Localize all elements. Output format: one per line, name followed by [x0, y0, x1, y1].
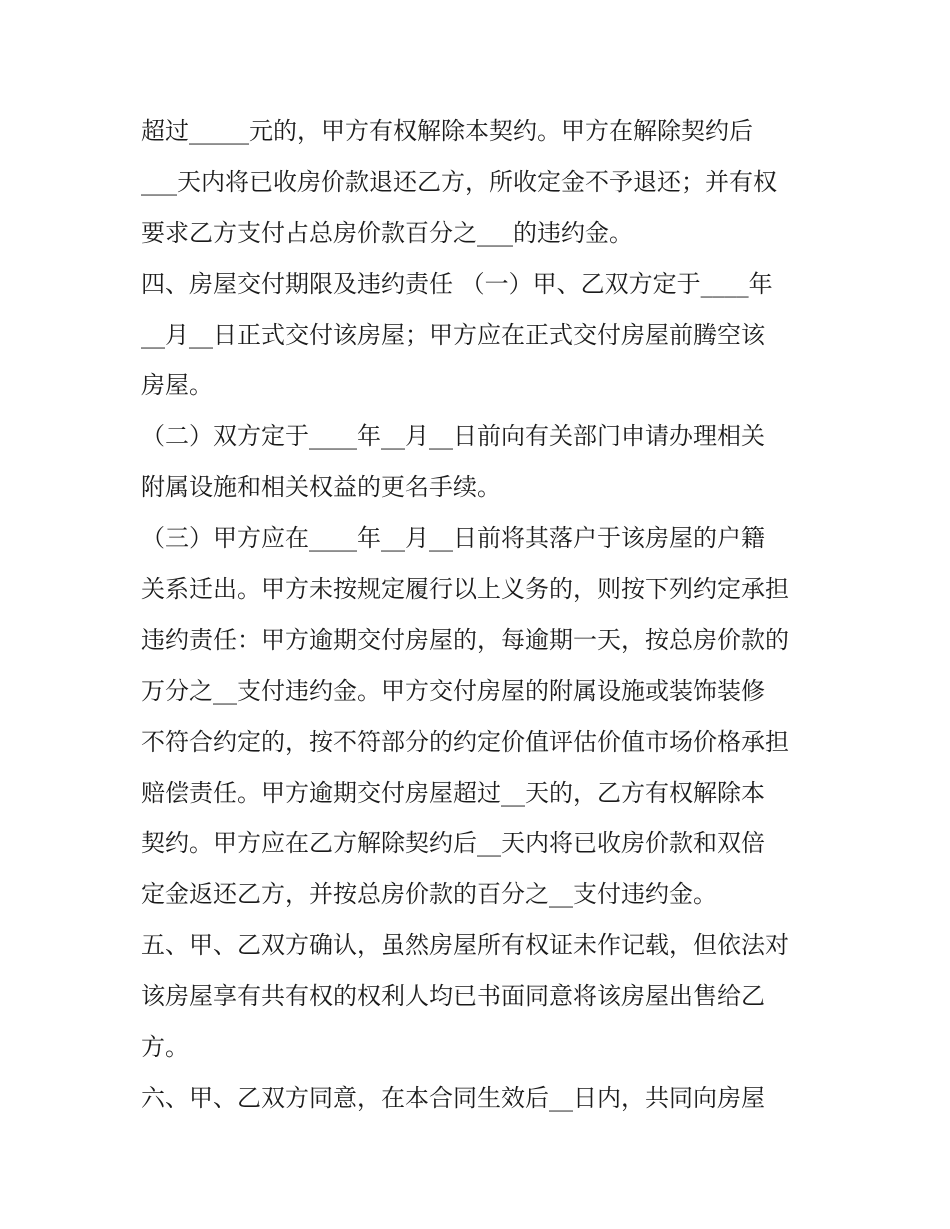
- text-line: 不符合约定的，按不符部分的约定价值评估价值市场价格承担: [141, 727, 789, 756]
- text-line: 赔偿责任。甲方逾期交付房屋超过__天的，乙方有权解除本: [141, 778, 765, 807]
- section-six-line: 六、甲、乙双方同意，在本合同生效后__日内，共同向房屋: [141, 1083, 765, 1112]
- text-line: 定金返还乙方，并按总房价款的百分之__支付违约金。: [141, 880, 717, 909]
- text-line: 要求乙方支付占总房价款百分之___的违约金。: [141, 218, 633, 247]
- clause-two-line: （二）双方定于____年__月__日前向有关部门申请办理相关: [141, 422, 765, 451]
- text-line: 契约。甲方应在乙方解除契约后__天内将已收房价款和双倍: [141, 829, 765, 858]
- section-five-line: 五、甲、乙双方确认，虽然房屋所有权证未作记载，但依法对: [141, 931, 789, 960]
- text-line: 房屋。: [141, 371, 213, 400]
- text-line: 附属设施和相关权益的更名手续。: [141, 473, 501, 502]
- text-line: ___天内将已收房价款退还乙方，所收定金不予退还；并有权: [141, 167, 777, 196]
- text-line: 违约责任：甲方逾期交付房屋的，每逾期一天，按总房价款的: [141, 625, 789, 654]
- text-line: 方。: [141, 1033, 189, 1062]
- text-line: 该房屋享有共有权的权利人均已书面同意将该房屋出售给乙: [141, 982, 765, 1011]
- text-line: 超过_____元的，甲方有权解除本契约。甲方在解除契约后: [141, 117, 753, 145]
- text-line: 万分之__支付违约金。甲方交付房屋的附属设施或装饰装修: [141, 676, 765, 705]
- clause-three-line: （三）甲方应在____年__月__日前将其落户于该房屋的户籍: [141, 524, 765, 553]
- section-four-heading-line: 四、房屋交付期限及违约责任 （一）甲、乙双方定于____年: [141, 269, 773, 298]
- document-body: [141, 106, 821, 1124]
- text-line: __月__日正式交付该房屋；甲方应在正式交付房屋前腾空该: [141, 320, 765, 349]
- text-line: 关系迁出。甲方未按规定履行以上义务的，则按下列约定承担: [141, 575, 789, 604]
